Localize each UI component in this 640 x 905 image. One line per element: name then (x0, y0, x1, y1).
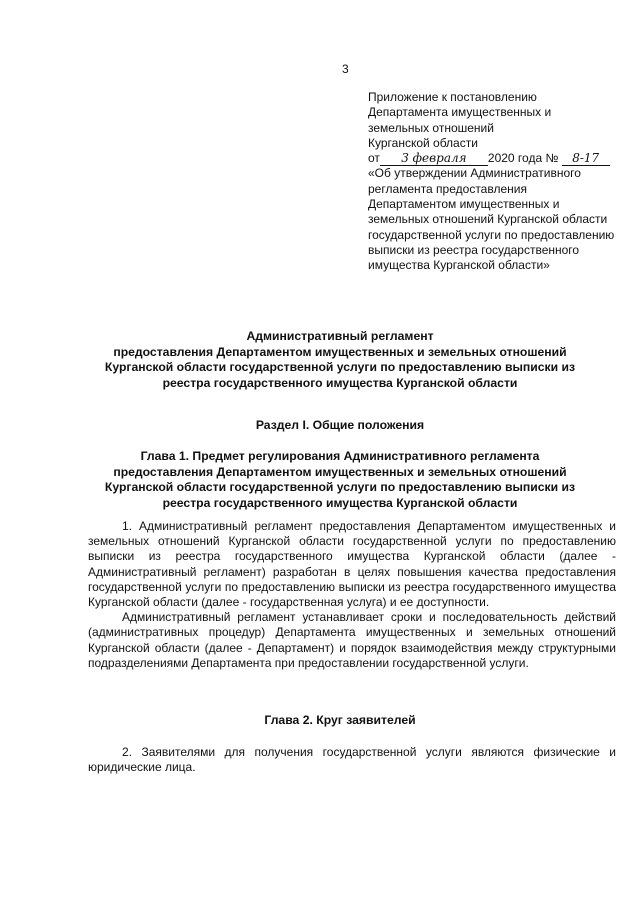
document-title (80, 329, 600, 391)
page-number: 3 (342, 62, 349, 76)
appendix-header (368, 90, 618, 274)
chapter-1-heading (80, 449, 600, 511)
chapter-2-heading: Глава 2. Круг заявителей (264, 713, 416, 727)
appendix-subject: «Об утверждении Административного регламента предоставления Департаментом имущественных и земельных отношений Курганской области государственной услуги по предоставлению выписки из реестра государственного имущества Курганской области» (368, 166, 615, 273)
title-line: реестра государственного имущества Курганской области (162, 375, 518, 390)
chapter-1-body (88, 519, 616, 671)
handwritten-number: 8-17 (562, 152, 610, 166)
appendix-line: земельных отношений (368, 120, 494, 135)
appendix-line: Курганской области (368, 135, 478, 150)
chapter-2-body (88, 745, 616, 775)
appendix-line: Приложение к постановлению (368, 90, 537, 104)
paragraph: 2. Заявителями для получения государственной услуги являются физические и юридические лица. (88, 745, 616, 775)
date-suffix: 2020 года № (487, 151, 559, 166)
chapter-heading-line: предоставления Департаментом имущественных и земельных отношений (113, 464, 567, 479)
paragraph: Административный регламент устанавливает сроки и последовательность действий (административных процедур) Департамента имущественных и земельных отношений Курганской области (далее - Департамент) и порядок взаимодействия между структурными подразделениями Департамента при предоставлении государственной услуги. (88, 610, 616, 670)
handwritten-date: 3 февраля (380, 152, 488, 166)
chapter-heading-line: Курганской области государственной услуги по предоставлению выписки из (104, 480, 576, 494)
date-prefix: от (368, 151, 380, 166)
section-title: Раздел I. Общие положения (255, 418, 425, 432)
title-line: Административный регламент (246, 329, 434, 343)
title-line: предоставления Департаментом имущественных и земельных отношений (113, 344, 567, 359)
appendix-date-line (368, 151, 618, 166)
appendix-line: Департамента имущественных и (368, 105, 552, 120)
title-line: Курганской области государственной услуги по предоставлению выписки из (104, 360, 576, 374)
chapter-heading-line: реестра государственного имущества Курганской области (162, 495, 518, 510)
paragraph: 1. Административный регламент предоставления Департаментом имущественных и земельных отношений Курганской области государственной услуги по предоставлению выписки из реестра государственного имущества Курганской области (далее - Административный регламент) разработан в целях повышения качества предоставления государственной услуги по предоставлению выписки из реестра государственного имущества Курганской области (далее - государственная услуга) и ее доступности. (88, 519, 616, 610)
chapter-heading-line: Глава 1. Предмет регулирования Административного регламента (140, 449, 540, 463)
